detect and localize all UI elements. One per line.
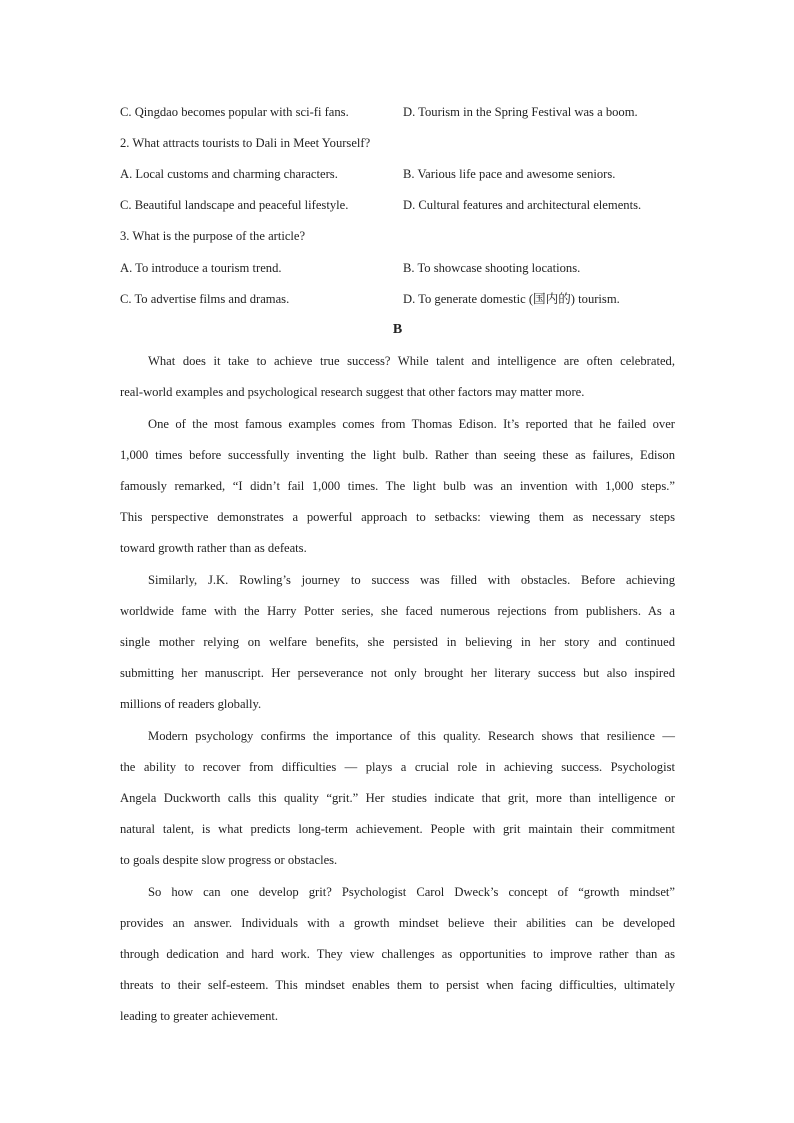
paragraph-4-line-2: the ability to recover from difficulties — plays a crucial role in achieving success. Psychologist [120,760,675,774]
paragraph-5-line-2: provides an answer. Individuals with a growth mindset believe their abilities can be developed [120,916,675,930]
q3-stem: 3. What is the purpose of the article? [120,229,306,243]
paragraph-1-line-2: real-world examples and psychological research suggest that other factors may matter more. [120,385,585,399]
q2-option-c: C. Beautiful landscape and peaceful lifestyle. [120,198,349,212]
paragraph-4-line-4: natural talent, is what predicts long-term achievement. People with grit maintain their commitment [120,822,675,836]
paragraph-2-line-5: toward growth rather than as defeats. [120,541,307,555]
paragraph-4-line-3: Angela Duckworth calls this quality “grit.” Her studies indicate that grit, more than intelligence or [120,791,675,805]
paragraph-3-line-1: Similarly, J.K. Rowling’s journey to success was filled with obstacles. Before achieving [148,573,675,587]
paragraph-2-line-3: famously remarked, “I didn’t fail 1,000 times. The light bulb was an invention with 1,000 steps.” [120,479,675,493]
q1-option-d: D. Tourism in the Spring Festival was a boom. [403,105,638,119]
paragraph-3-line-4: submitting her manuscript. Her perseverance not only brought her literary success but also inspired [120,666,675,680]
q2-option-d: D. Cultural features and architectural elements. [403,198,642,212]
paragraph-4-line-5: to goals despite slow progress or obstacles. [120,853,338,867]
paragraph-3-line-3: single mother relying on welfare benefits, she persisted in believing in her story and continued [120,635,675,649]
paragraph-3-line-5: millions of readers globally. [120,697,262,711]
paragraph-3-line-2: worldwide fame with the Harry Potter series, she faced numerous rejections from publishers. As a [120,604,675,618]
q3-option-b: B. To showcase shooting locations. [403,261,581,275]
paragraph-5-line-3: through dedication and hard work. They view challenges as opportunities to improve rather than as [120,947,675,961]
q1-option-c: C. Qingdao becomes popular with sci-fi fans. [120,105,349,119]
q3-option-d: D. To generate domestic (国内的) tourism. [403,292,620,306]
paragraph-5-line-5: leading to greater achievement. [120,1009,279,1023]
paragraph-2-line-2: 1,000 times before successfully inventing the light bulb. Rather than seeing these as failures, Edison [120,448,675,462]
paragraph-4-line-1: Modern psychology confirms the importance of this quality. Research shows that resilience — [148,729,675,743]
paragraph-2-line-1: One of the most famous examples comes from Thomas Edison. It’s reported that he failed over [148,417,675,431]
section-heading: B [392,322,403,337]
paragraph-5-line-4: threats to their self-esteem. This mindset enables them to persist when facing difficulties, ultimately [120,978,675,992]
q2-option-a: A. Local customs and charming characters. [120,167,338,181]
paragraph-1-line-1: What does it take to achieve true success? While talent and intelligence are often celebrated, [148,354,675,368]
paragraph-2-line-4: This perspective demonstrates a powerful approach to setbacks: viewing them as necessary steps [120,510,675,524]
q2-option-b: B. Various life pace and awesome seniors. [403,167,616,181]
document-page [120,0,675,1123]
q3-option-a: A. To introduce a tourism trend. [120,261,282,275]
q2-stem: 2. What attracts tourists to Dali in Meet Yourself? [120,136,371,150]
paragraph-5-line-1: So how can one develop grit? Psychologist Carol Dweck’s concept of “growth mindset” [148,885,675,899]
q3-option-c: C. To advertise films and dramas. [120,292,290,306]
